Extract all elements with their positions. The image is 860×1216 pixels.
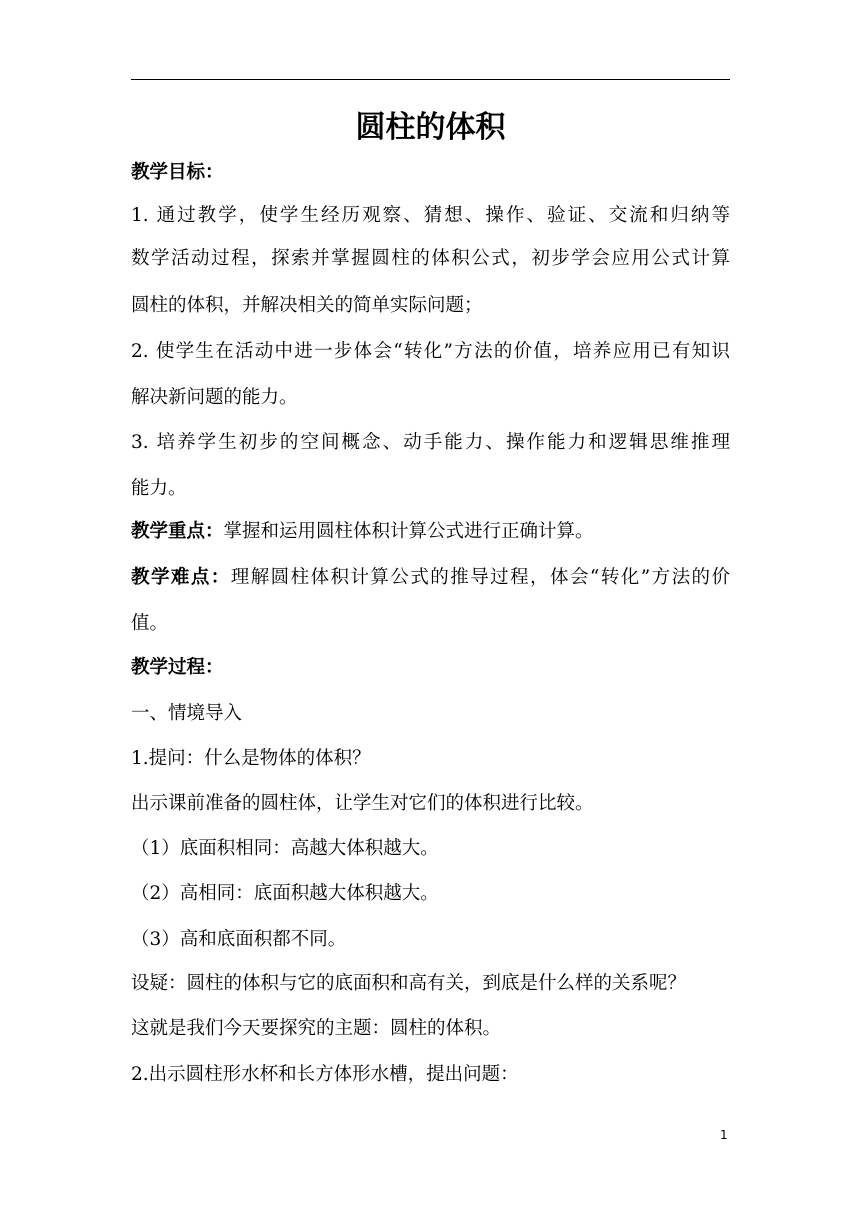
difficulty-line-2: 值。 xyxy=(131,613,169,634)
list-item-1: （1）底面积相同：高越大体积越大。 xyxy=(131,838,439,859)
question-1: 1.提问：什么是物体的体积？ xyxy=(131,748,371,769)
difficulty-label: 教学难点： xyxy=(131,567,231,588)
topic-intro: 这就是我们今天要探究的主题：圆柱的体积。 xyxy=(131,1018,502,1039)
page-title: 圆柱的体积 xyxy=(355,110,506,145)
section-1-heading: 一、情境导入 xyxy=(131,703,243,724)
difficulty-text: 理解圆柱体积计算公式的推导过程，体会“转化”方法的价 xyxy=(230,567,730,588)
doubt-question: 设疑：圆柱的体积与它的底面积和高有关，到底是什么样的关系呢？ xyxy=(131,973,687,994)
header-rule xyxy=(131,79,730,80)
key-point-label: 教学重点： xyxy=(131,521,224,542)
objective-2-line-2: 解决新问题的能力。 xyxy=(131,387,298,408)
show-cylinders: 出示课前准备的圆柱体，让学生对它们的体积进行比较。 xyxy=(131,793,594,814)
key-point xyxy=(131,520,730,544)
key-point-text: 掌握和运用圆柱体积计算公式进行正确计算。 xyxy=(223,521,594,542)
objective-3-line-1: 3. 培养学生初步的空间概念、动手能力、操作能力和逻辑思维推理 xyxy=(131,432,730,453)
list-item-3: （3）高和底面积都不同。 xyxy=(131,929,347,950)
question-2: 2.出示圆柱形水杯和长方体形水槽，提出问题： xyxy=(131,1064,519,1085)
list-item-2: （2）高相同：底面积越大体积越大。 xyxy=(131,883,439,904)
objective-1-line-3: 圆柱的体积，并解决相关的简单实际问题； xyxy=(131,295,483,316)
objective-1-line-2: 数学活动过程，探索并掌握圆柱的体积公式，初步学会应用公式计算 xyxy=(131,248,730,269)
page-number: 1 xyxy=(720,1128,728,1142)
objective-1-line-1: 1. 通过教学，使学生经历观察、猜想、操作、验证、交流和归纳等 xyxy=(131,205,730,226)
process-heading: 教学过程： xyxy=(131,657,224,678)
objectives-heading: 教学目标： xyxy=(131,162,224,183)
objective-3-line-2: 能力。 xyxy=(131,478,187,499)
objective-2-line-1: 2. 使学生在活动中进一步体会“转化”方法的价值，培养应用已有知识 xyxy=(131,341,730,362)
difficulty-line-1 xyxy=(131,566,730,590)
